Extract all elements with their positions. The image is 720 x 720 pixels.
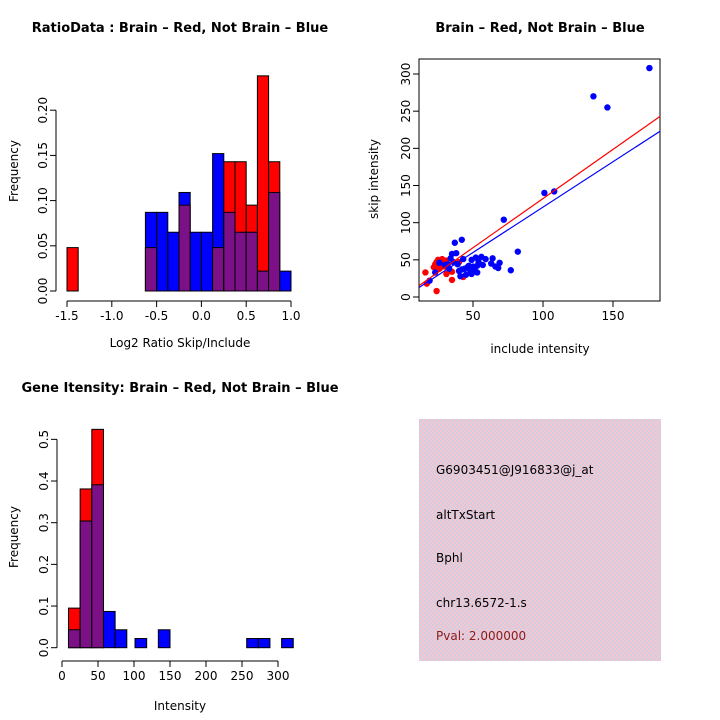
x-tick-label: -0.5 — [144, 309, 169, 323]
info-pval: Pval: 2.000000 — [436, 629, 527, 643]
y-tick-label: 0 — [399, 293, 413, 301]
y-axis — [50, 110, 56, 291]
point-red — [422, 269, 428, 275]
y-tick-label: 0.4 — [37, 471, 51, 491]
bar-12-overlap — [269, 192, 280, 291]
gene-intensity-histogram-plot — [0, 360, 360, 720]
bar-0-overlap — [68, 630, 80, 648]
ratio-histogram-plot — [0, 0, 360, 360]
point-blue — [508, 267, 514, 273]
bar-2-overlap — [92, 485, 104, 648]
bar-8-blue — [258, 639, 270, 648]
bar-11-red — [257, 76, 268, 291]
y-axis — [413, 74, 419, 297]
notbrain-fit-line — [419, 131, 660, 287]
bar-8-overlap — [224, 212, 235, 291]
point-blue — [453, 250, 459, 256]
histogram-bars — [68, 429, 293, 647]
x-tick-label: 100 — [531, 309, 555, 323]
intensity-scatter-xlabel: include intensity — [490, 342, 590, 356]
bar-6-blue — [201, 232, 212, 291]
bar-13-blue — [280, 271, 291, 291]
brain-fit-line — [419, 116, 660, 285]
x-tick-label: 0.0 — [191, 309, 211, 323]
ratio-histogram-xlabel: Log2 Ratio Skip/Include — [109, 336, 251, 350]
y-tick-label: 0.0 — [37, 638, 51, 658]
x-tick-label: 150 — [158, 669, 182, 683]
info-locus: chr13.6572-1.s — [436, 596, 527, 610]
ratio-histogram-title: RatioData : Brain – Red, Not Brain – Blue — [31, 21, 329, 36]
x-axis — [67, 301, 291, 307]
y-tick-label: 0.20 — [36, 96, 50, 124]
info-probe-id: G6903451@J916833@j_at — [436, 463, 594, 477]
gene-intensity-histogram-ylabel: Frequency — [7, 506, 21, 568]
x-tick-label: 150 — [601, 309, 625, 323]
point-blue — [501, 216, 507, 222]
bar-1-overlap — [145, 248, 156, 291]
y-tick-label: 0.3 — [37, 513, 51, 533]
bar-4-blue — [115, 630, 127, 648]
point-blue — [480, 262, 486, 268]
y-axis — [51, 439, 57, 647]
y-tick-label: 0.00 — [36, 277, 50, 305]
y-tick-label: 150 — [399, 174, 413, 197]
bar-3-blue — [168, 232, 179, 291]
point-blue — [604, 104, 610, 110]
y-tick-label: 300 — [399, 62, 413, 86]
point-blue — [496, 260, 502, 266]
ratio-histogram-panel — [0, 0, 360, 360]
bar-3-blue — [103, 611, 115, 647]
bar-4-overlap — [179, 205, 190, 291]
x-tick-label: 50 — [90, 669, 106, 683]
y-tick-label: 0.15 — [36, 142, 50, 169]
point-blue — [590, 93, 596, 99]
bar-5-blue — [190, 232, 201, 291]
point-red — [449, 277, 455, 283]
y-tick-label: 50 — [399, 252, 413, 268]
point-blue — [646, 65, 652, 71]
info-gene-symbol: Bphl — [436, 551, 463, 565]
point-blue — [457, 273, 463, 279]
intensity-scatter-ylabel: skip intensity — [367, 139, 381, 219]
bar-9-blue — [282, 639, 294, 648]
x-tick-label: 50 — [465, 309, 481, 323]
x-axis — [473, 301, 613, 307]
bar-5-blue — [135, 639, 147, 648]
bar-2-blue — [157, 212, 168, 291]
y-tick-label: 200 — [399, 136, 413, 160]
point-blue — [515, 248, 521, 254]
y-tick-label: 250 — [399, 99, 413, 123]
scatter-points-blue — [426, 65, 652, 284]
info-event-type: altTxStart — [436, 508, 496, 522]
point-blue — [474, 269, 480, 275]
ratio-histogram-ylabel: Frequency — [7, 140, 21, 202]
intensity-scatter-panel — [360, 0, 720, 360]
x-tick-label: -1.0 — [100, 309, 124, 323]
point-blue — [482, 256, 488, 262]
bar-7-overlap — [213, 248, 224, 291]
y-tick-label: 0.10 — [36, 187, 50, 214]
x-tick-label: 0 — [58, 669, 66, 683]
x-tick-label: 1.0 — [281, 309, 301, 323]
histogram-bars — [67, 76, 291, 291]
intensity-scatter-title: Brain – Red, Not Brain – Blue — [435, 21, 645, 36]
bar-9-overlap — [235, 232, 246, 291]
y-tick-label: 100 — [399, 211, 413, 235]
gene-intensity-histogram-panel — [0, 360, 360, 720]
x-axis — [62, 661, 278, 667]
x-tick-label: 0.5 — [236, 309, 256, 323]
y-tick-label: 0.5 — [37, 429, 51, 449]
point-blue — [452, 240, 458, 246]
bar-6-blue — [158, 630, 170, 648]
bar-10-overlap — [246, 232, 257, 291]
point-red — [433, 288, 439, 294]
point-blue — [436, 260, 442, 266]
info-panel — [360, 360, 720, 720]
bar-1-overlap — [80, 521, 92, 648]
x-tick-label: 300 — [266, 669, 290, 683]
point-blue — [489, 255, 495, 261]
x-tick-label: 100 — [122, 669, 146, 683]
gene-intensity-histogram-title: Gene Itensity: Brain – Red, Not Brain – Blue — [21, 381, 339, 396]
info-box — [419, 419, 661, 661]
bar-0-red — [67, 248, 78, 291]
point-blue — [541, 190, 547, 196]
y-tick-label: 0.05 — [36, 232, 50, 260]
x-tick-label: 250 — [230, 669, 254, 683]
x-tick-label: 200 — [194, 669, 218, 683]
x-tick-label: -1.5 — [55, 309, 79, 323]
gene-intensity-histogram-xlabel: Intensity — [153, 699, 207, 713]
bar-11-overlap — [257, 271, 268, 291]
bar-7-blue — [247, 639, 259, 648]
point-blue — [459, 237, 465, 243]
y-tick-label: 0.1 — [37, 596, 51, 616]
y-tick-label: 0.2 — [37, 554, 51, 574]
intensity-scatter-plot — [360, 0, 720, 360]
